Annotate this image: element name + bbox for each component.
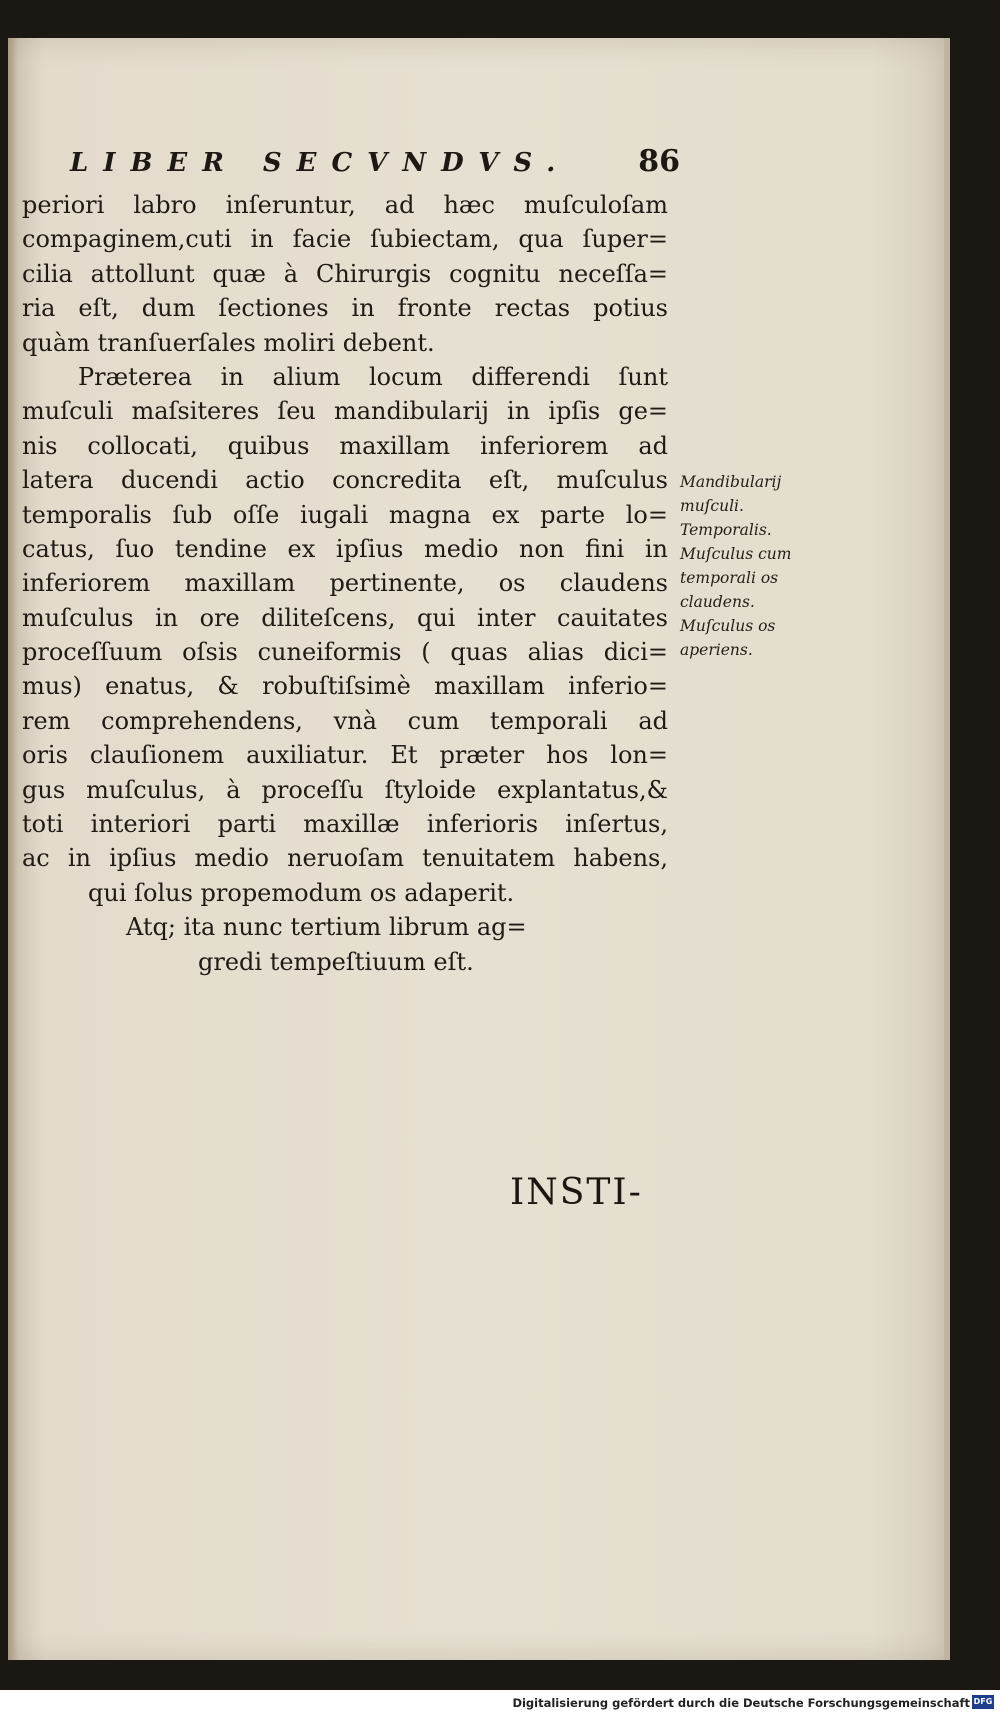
margin-note-line: temporali os [680,569,779,587]
text-line: muſculi maſsiteres ſeu mandibularij in ipſis ge= [22,397,668,426]
margin-notes [680,470,830,662]
margin-note-line: claudens. [680,593,755,611]
text-line: Præterea in alium locum differendi ſunt [78,362,668,391]
funding-credit: Digitalisierung gefördert durch die Deutsche Forschungsgemeinschaft [512,1696,970,1710]
text-line: cilia attollunt quæ à Chirurgis cognitu neceſſa= [22,259,668,288]
page-right-edge [944,38,950,1660]
text-line: nis collocati, quibus maxillam inferiorem ad [22,431,668,460]
text-line: compaginem,cuti in facie ſubiectam, qua ſuper= [22,225,668,254]
text-line: toti interiori parti maxillæ inferioris inſertus, [22,810,668,839]
page-gutter-shadow [8,38,18,1660]
margin-note-line: muſculi. [680,497,744,515]
text-line: ac in ipſius medio neruoſam tenuitatem habens, [22,844,668,873]
running-title: LIBER SECVNDVS. [70,148,571,178]
text-line: Atq; ita nunc tertium librum ag= [126,913,527,942]
page-number: 86 [638,144,680,179]
text-line: mus) enatus, & robuſtiſsimè maxillam inferio= [22,672,668,701]
text-line: ria eſt, dum ſectiones in fronte rectas potius [22,294,668,323]
margin-note-line: aperiens. [680,641,753,659]
margin-note-line: Muſculus os [680,617,776,635]
text-line: gredi tempeſtiuum eſt. [198,947,474,976]
text-line: temporalis ſub oſſe iugali magna ex parte lo= [22,500,668,529]
margin-note-line: Muſculus cum [680,545,792,563]
text-line: quàm tranſuerſales moliri debent. [22,328,435,357]
text-line: qui ſolus propemodum os adaperit. [88,878,515,907]
text-line: oris clauſionem auxiliatur. Et præter hos lon= [22,741,668,770]
text-line: proceſſuum oſsis cuneiformis ( quas alias dici= [22,638,668,667]
dfg-logo: DFG [972,1695,994,1709]
body-text [22,188,668,979]
text-line: inferiorem maxillam pertinente, os claudens [22,569,668,598]
margin-note-line: Temporalis. [680,521,772,539]
text-line: catus, ſuo tendine ex ipſius medio non fini in [22,534,668,563]
text-line: rem comprehendens, vnà cum temporali ad [22,706,668,735]
page-header [70,144,680,188]
text-line: latera ducendi actio concredita eſt, muſculus [22,466,668,495]
text-line: gus muſculus, à proceſſu ſtyloide explantatus,& [22,775,668,804]
margin-note-line: Mandibularij [680,473,782,491]
text-line: muſculus in ore diliteſcens, qui inter cauitates [22,603,668,632]
catchword: INSTI- [510,1172,643,1213]
text-line: periori labro inſeruntur, ad hæc muſculoſam [22,191,668,219]
footer-bar [0,1690,1000,1717]
